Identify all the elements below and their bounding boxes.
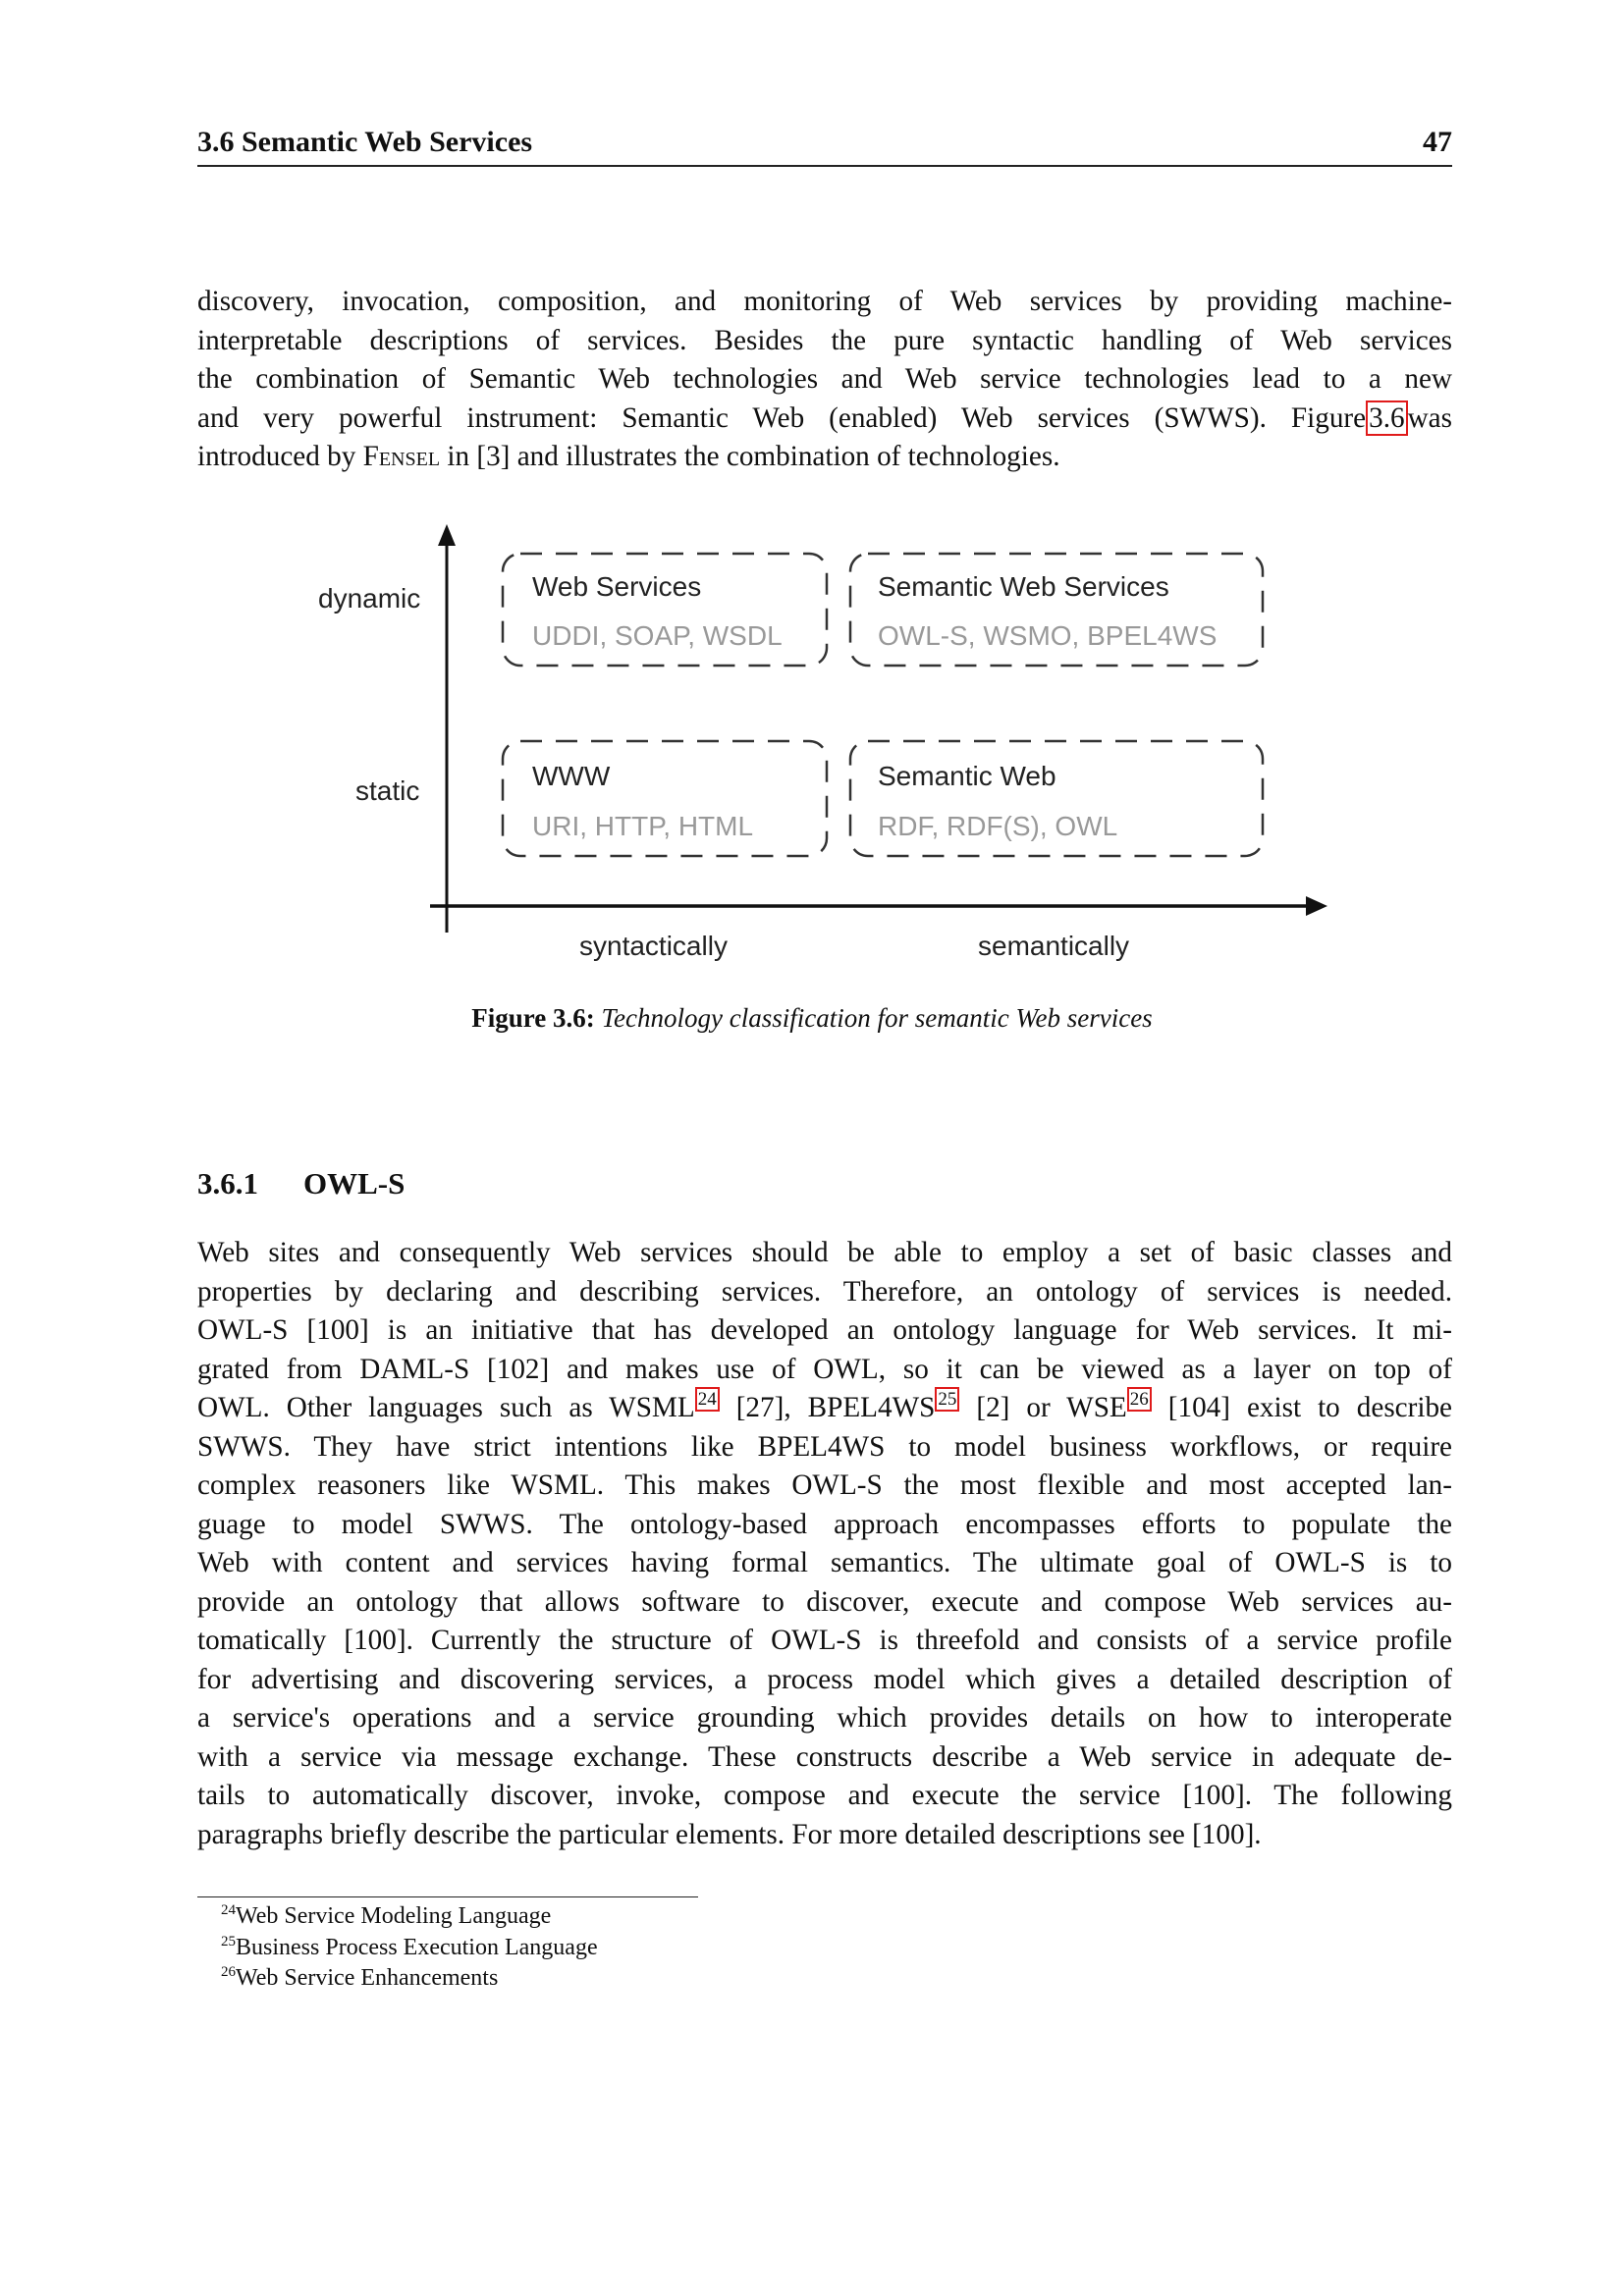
text-line: for advertising and discovering services, a process model which gives a detailed description of (197, 1663, 1452, 1695)
text-line: OWL-S [100] is an initiative that has developed an ontology language for Web services. It mi- (197, 1314, 1452, 1346)
figure-ref-link[interactable]: 3.6 (1366, 400, 1407, 436)
box-title-semantic-web-services: Semantic Web Services (878, 571, 1169, 602)
footnote-26: $^{26}$Web Service Enhancements (221, 1964, 499, 1991)
running-header (197, 126, 1452, 167)
figure-axes-and-boxes (295, 510, 1335, 972)
text-line: properties by declaring and describing services. Therefore, an ontology of services is needed. (197, 1275, 1452, 1308)
text-line: tomatically [100]. Currently the structure of OWL-S is threefold and consists of a service profile (197, 1625, 1452, 1656)
box-subtitle-semantic-web: RDF, RDF(S), OWL (878, 811, 1118, 841)
figure-caption (0, 1003, 1624, 1034)
section-title: OWL-S (303, 1166, 406, 1201)
box-subtitle-web-services: UDDI, SOAP, WSDL (532, 620, 783, 651)
footnote-25: $^{25}$Business Process Execution Language (221, 1933, 598, 1960)
text-line: SWWS. They have strict intentions like BPEL4WS to model business workflows, or require (197, 1430, 1452, 1463)
box-subtitle-www: URI, HTTP, HTML (532, 811, 754, 841)
y-axis-label-dynamic: dynamic (318, 583, 421, 614)
text-line: the combination of Semantic Web technologies and Web service technologies lead to a new (197, 363, 1452, 395)
footnote-24: $^{24}$Web Service Modeling Language (221, 1902, 552, 1929)
section-heading (197, 1166, 405, 1201)
text-line: with a service via message exchange. These constructs describe a Web service in adequate de- (197, 1740, 1452, 1773)
running-header-title: 3.6 Semantic Web Services (197, 126, 533, 158)
technology-classification-figure (295, 510, 1335, 972)
y-axis-label-static: static (355, 775, 420, 806)
footnotes (221, 1901, 598, 1995)
text-line: interpretable descriptions of services. Besides the pure syntactic handling of Web services (197, 324, 1452, 356)
text-line: Web sites and consequently Web services should be able to employ a set of basic classes and (197, 1237, 1452, 1268)
text-line: paragraphs briefly describe the particular elements. For more detailed descriptions see [100]. (197, 1818, 1262, 1850)
page-number: 47 (1423, 126, 1452, 158)
box-title-semantic-web: Semantic Web (878, 761, 1056, 791)
text-line: a service's operations and a service grounding which provides details on how to interoperate (197, 1702, 1452, 1734)
text-line: provide an ontology that allows software to discover, execute and compose Web services au- (197, 1585, 1452, 1618)
text-line: grated from DAML-S [102] and makes use of OWL, so it can be viewed as a layer on top of (197, 1353, 1452, 1385)
text-line: complex reasoners like WSML. This makes OWL-S the most flexible and most accepted lan- (197, 1469, 1452, 1501)
footnote-link-26[interactable]: 26 (1127, 1387, 1152, 1412)
body-paragraph (197, 1234, 1452, 1854)
caption-label: Figure 3.6: (471, 1003, 595, 1033)
text-line: discovery, invocation, composition, and monitoring of Web services by providing machine- (197, 286, 1452, 317)
author-name: Fensel (362, 441, 441, 472)
footnote-link-24[interactable]: 24 (695, 1387, 720, 1412)
intro-paragraph (197, 283, 1452, 477)
box-title-web-services: Web Services (532, 571, 702, 602)
text-line: OWL. Other languages such as WSML $^{24}$ [27], BPEL4WS $^{25}$ [2] or WSE $^{26}$ [104] exist to describe (197, 1389, 1453, 1423)
x-axis-label-syntactically: syntactically (579, 931, 728, 961)
footnote-divider (197, 1896, 698, 1897)
text-line: Web with content and services having formal semantics. The ultimate goal of OWL-S is to (197, 1547, 1452, 1578)
section-number: 3.6.1 (197, 1166, 258, 1201)
text-line: tails to automatically discover, invoke, compose and execute the service [100]. The following (197, 1780, 1452, 1811)
box-title-www: WWW (532, 761, 611, 791)
footnote-link-25[interactable]: 25 (935, 1387, 959, 1412)
text-line: and very powerful instrument: Semantic Web (enabled) Web services (SWWS). Figure 3.6 was (197, 401, 1452, 434)
text-line: guage to model SWWS. The ontology-based approach encompasses efforts to populate the (197, 1508, 1452, 1540)
x-axis-label-semantically: semantically (978, 931, 1130, 961)
text-line: introduced by Fensel in [3] and illustrates the combination of technologies. (197, 441, 1060, 472)
caption-text: Technology classification for semantic Web services (601, 1003, 1153, 1033)
box-subtitle-semantic-web-services: OWL-S, WSMO, BPEL4WS (878, 620, 1218, 651)
